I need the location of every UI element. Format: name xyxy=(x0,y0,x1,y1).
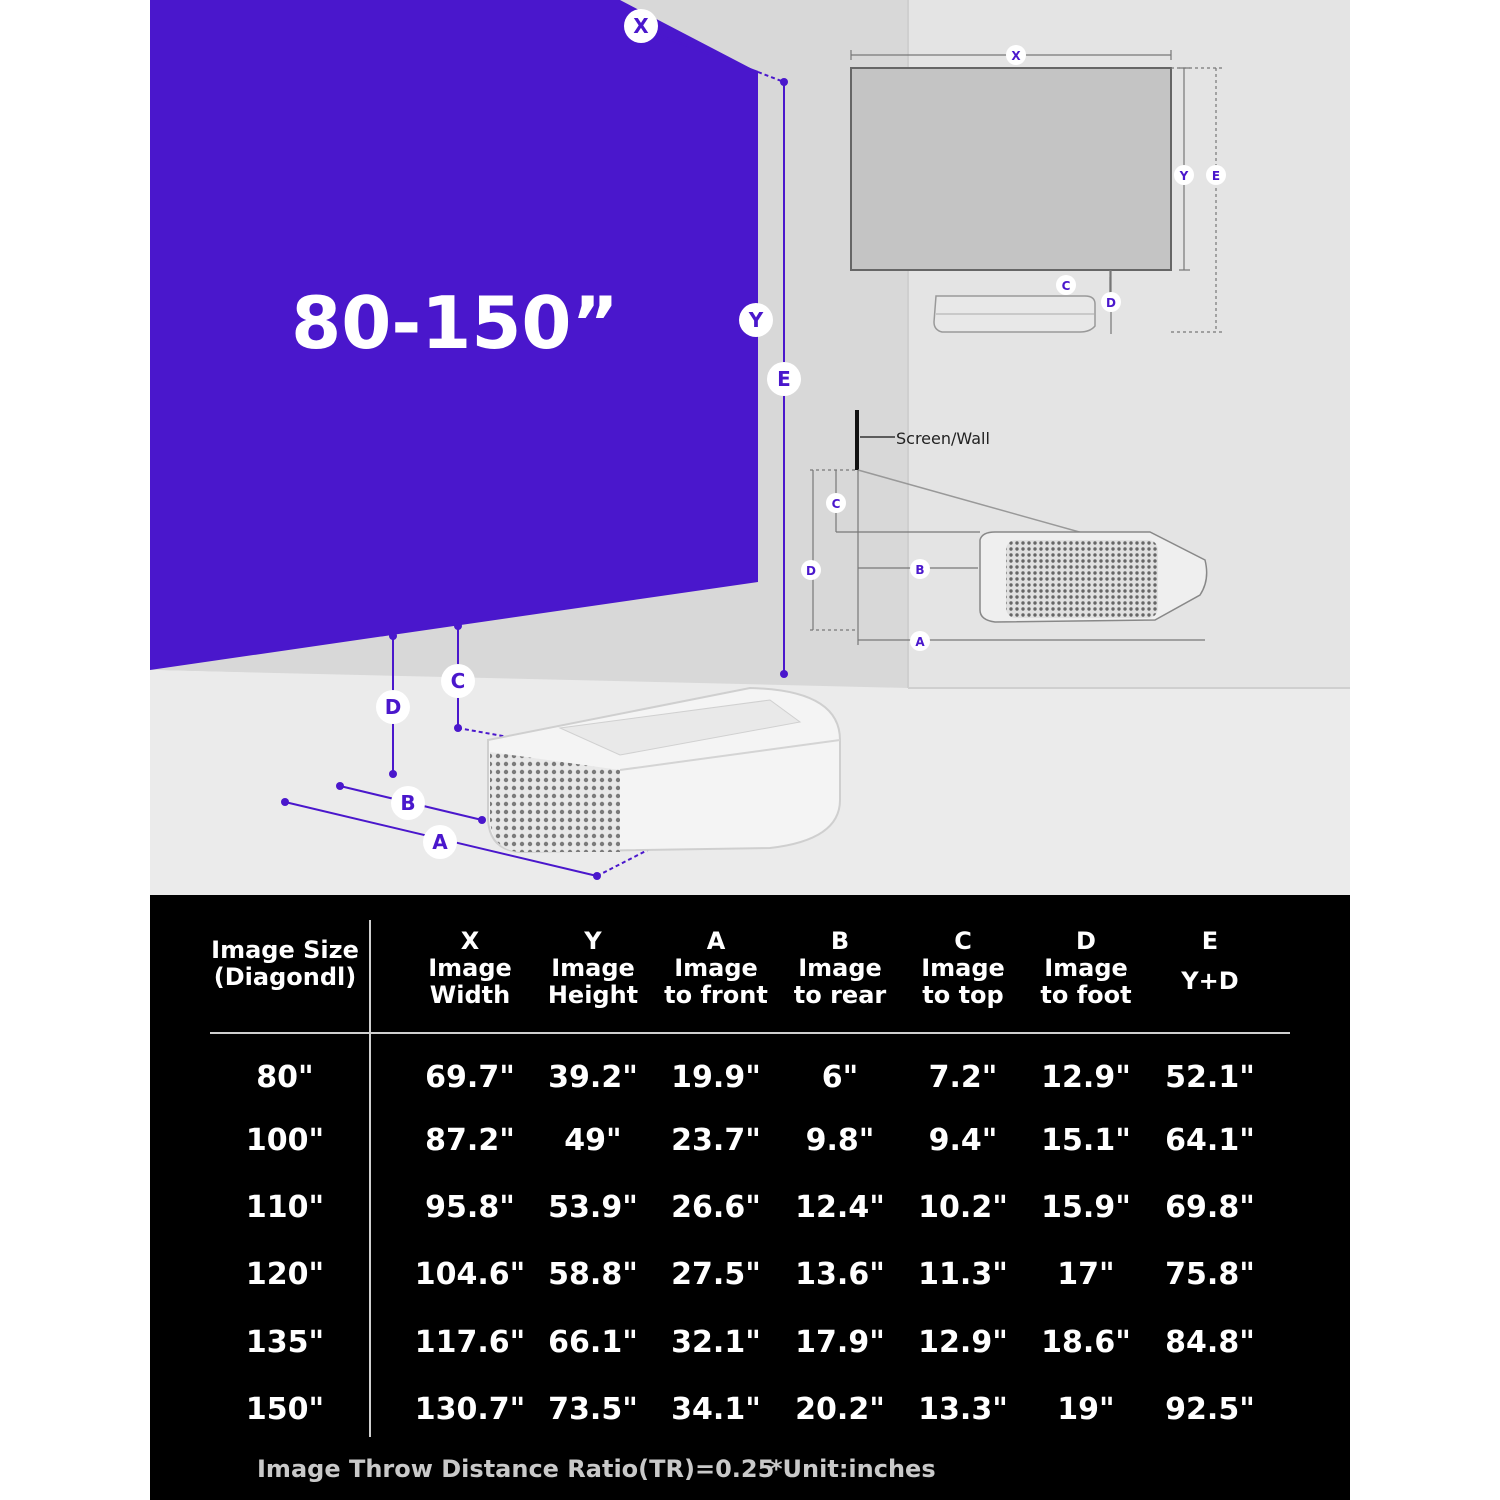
column-header-line: Image xyxy=(921,954,1005,982)
column-divider xyxy=(369,920,371,1437)
table-cell: 104.6" xyxy=(414,1257,526,1292)
marker-b-side xyxy=(910,559,930,579)
column-header-line: X xyxy=(460,927,480,955)
headline-size: 80-150” xyxy=(291,281,619,365)
column-header-line: Image xyxy=(428,954,512,982)
column-header xyxy=(528,928,658,1009)
table-cell: 7.2" xyxy=(928,1060,998,1095)
table-cell: 12.9" xyxy=(1041,1060,1131,1095)
installation-diagram xyxy=(150,0,1350,895)
column-header-line: Image xyxy=(798,954,882,982)
column-header xyxy=(651,928,781,1009)
column-header-line: to front xyxy=(664,981,768,1009)
throw-ratio-note: Image Throw Distance Ratio(TR)=0.25 xyxy=(257,1455,775,1483)
marker-d-side xyxy=(801,560,821,580)
table-cell: 18.6" xyxy=(1041,1325,1131,1360)
marker-d-main xyxy=(376,690,410,724)
table-cell: 73.5" xyxy=(548,1392,638,1427)
table-cell: 15.1" xyxy=(1041,1123,1131,1158)
column-header-line: to foot xyxy=(1040,981,1132,1009)
svg-text:D: D xyxy=(806,564,816,578)
table-cell: 87.2" xyxy=(425,1123,515,1158)
column-header-line: B xyxy=(830,927,850,955)
table-cell: 49" xyxy=(564,1123,622,1158)
svg-text:A: A xyxy=(915,635,925,649)
table-cell: 15.9" xyxy=(1041,1190,1131,1225)
canvas xyxy=(150,0,1350,1500)
column-header-line: D xyxy=(1076,927,1096,955)
unit-note: *Unit:inches xyxy=(770,1455,936,1483)
row-size-cell: 100" xyxy=(245,1123,325,1158)
column-header xyxy=(405,928,535,1009)
table-cell: 130.7" xyxy=(414,1392,526,1427)
header-divider xyxy=(210,1032,1290,1034)
table-cell: 32.1" xyxy=(671,1325,761,1360)
table-cell: 84.8" xyxy=(1165,1325,1255,1360)
column-header-line: Image xyxy=(551,954,635,982)
marker-d-front xyxy=(1101,292,1121,312)
row-size-cell: 150" xyxy=(245,1392,325,1427)
svg-text:D: D xyxy=(1106,296,1116,310)
svg-text:X: X xyxy=(1011,49,1021,63)
column-header xyxy=(1021,928,1151,1009)
table-cell: 39.2" xyxy=(548,1060,638,1095)
column-header xyxy=(775,928,905,1009)
svg-text:C: C xyxy=(831,497,841,511)
column-header-line: Y+D xyxy=(1181,967,1239,995)
svg-text:Y: Y xyxy=(1179,169,1189,183)
table-cell: 66.1" xyxy=(548,1325,638,1360)
marker-y-main xyxy=(739,303,773,337)
svg-text:E: E xyxy=(777,367,791,391)
column-header-line: Width xyxy=(429,981,511,1009)
column-header-line: C xyxy=(954,927,972,955)
dimensions-table xyxy=(150,895,1350,1500)
marker-x-front xyxy=(1006,45,1026,65)
column-header-line: A xyxy=(706,927,726,955)
table-cell: 26.6" xyxy=(671,1190,761,1225)
column-header-line: E xyxy=(1201,927,1219,955)
table-cell: 58.8" xyxy=(548,1257,638,1292)
marker-b-main xyxy=(391,786,425,820)
row-size-cell: 110" xyxy=(245,1190,325,1225)
column-header xyxy=(1145,928,1275,995)
table-cell: 11.3" xyxy=(918,1257,1008,1292)
table-cell: 19.9" xyxy=(671,1060,761,1095)
table-cell: 12.9" xyxy=(918,1325,1008,1360)
table-cell: 12.4" xyxy=(795,1190,885,1225)
marker-x-main xyxy=(624,9,658,43)
table-cell: 17" xyxy=(1057,1257,1115,1292)
marker-a-main xyxy=(423,825,457,859)
svg-text:B: B xyxy=(400,791,416,815)
table-cell: 20.2" xyxy=(795,1392,885,1427)
table-cell: 9.4" xyxy=(928,1123,998,1158)
column-header xyxy=(200,937,370,991)
column-header-line: Y xyxy=(584,927,602,955)
table-cell: 92.5" xyxy=(1165,1392,1255,1427)
svg-text:B: B xyxy=(915,563,925,577)
column-header-line: Image xyxy=(674,954,758,982)
table-cell: 69.8" xyxy=(1165,1190,1255,1225)
table-cell: 117.6" xyxy=(414,1325,526,1360)
svg-text:C: C xyxy=(450,669,466,693)
column-header-line: Image xyxy=(1044,954,1128,982)
table-cell: 13.6" xyxy=(795,1257,885,1292)
marker-c-main xyxy=(441,664,475,698)
marker-y-front xyxy=(1174,165,1194,185)
row-size-cell: 80" xyxy=(256,1060,314,1095)
column-header-line: Height xyxy=(547,981,639,1009)
svg-text:D: D xyxy=(384,695,402,719)
column-header-line: to top xyxy=(922,981,1004,1009)
svg-text:E: E xyxy=(1211,169,1221,183)
screen-wall-label: Screen/Wall xyxy=(896,429,990,448)
marker-a-side xyxy=(910,631,930,651)
column-header-line: (Diagondl) xyxy=(213,963,357,991)
row-size-cell: 120" xyxy=(245,1257,325,1292)
table-cell: 64.1" xyxy=(1165,1123,1255,1158)
svg-text:X: X xyxy=(633,14,649,38)
table-cell: 10.2" xyxy=(918,1190,1008,1225)
column-header-line: to rear xyxy=(793,981,887,1009)
table-cell: 27.5" xyxy=(671,1257,761,1292)
table-cell: 13.3" xyxy=(918,1392,1008,1427)
table-cell: 34.1" xyxy=(671,1392,761,1427)
marker-c-side xyxy=(826,493,846,513)
table-cell: 53.9" xyxy=(548,1190,638,1225)
table-cell: 75.8" xyxy=(1165,1257,1255,1292)
svg-text:Y: Y xyxy=(748,308,764,332)
table-cell: 19" xyxy=(1057,1392,1115,1427)
row-size-cell: 135" xyxy=(245,1325,325,1360)
column-header xyxy=(898,928,1028,1009)
marker-c-front xyxy=(1056,275,1076,295)
table-cell: 17.9" xyxy=(795,1325,885,1360)
table-cell: 6" xyxy=(821,1060,859,1095)
column-header-line: Image Size xyxy=(211,936,359,964)
marker-e-main xyxy=(767,362,801,396)
table-cell: 52.1" xyxy=(1165,1060,1255,1095)
marker-e-front xyxy=(1206,165,1226,185)
table-cell: 23.7" xyxy=(671,1123,761,1158)
svg-text:A: A xyxy=(432,830,448,854)
table-cell: 95.8" xyxy=(425,1190,515,1225)
table-cell: 9.8" xyxy=(805,1123,875,1158)
table-cell: 69.7" xyxy=(425,1060,515,1095)
svg-text:C: C xyxy=(1061,279,1071,293)
